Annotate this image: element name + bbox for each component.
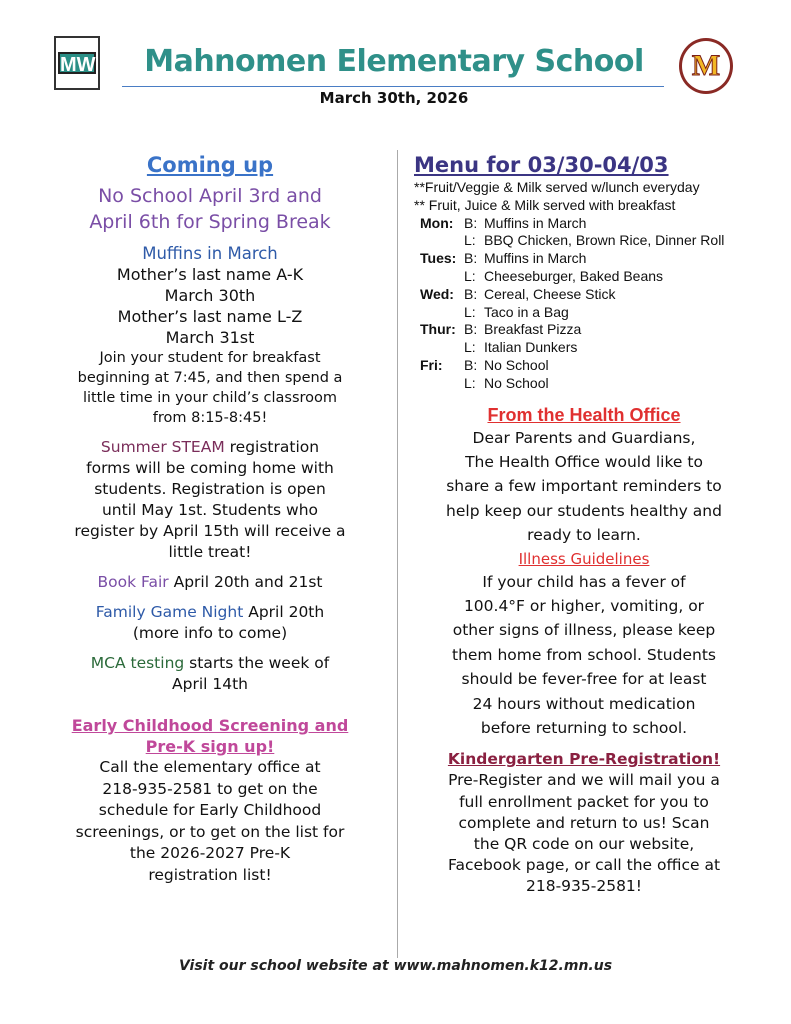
menu-day [420, 304, 464, 322]
menu-row [420, 268, 754, 286]
health-intro [414, 426, 754, 548]
menu-meal: L: [464, 232, 476, 249]
menu-day: Tues: [420, 250, 457, 267]
mca-testing [22, 653, 398, 695]
muffins-line: Mother’s last name A-K [116, 265, 304, 284]
health-line: help keep our students healthy and [446, 501, 722, 520]
book-fair [22, 572, 398, 593]
illness-line: should be fever-free for at least [461, 670, 707, 689]
menu-item: Taco in a Bag [484, 303, 569, 320]
steam-highlight: Summer STEAM [100, 438, 225, 456]
early-line: registration list! [148, 865, 272, 884]
menu-item: Cereal, Cheese Stick [484, 285, 616, 302]
no-school-line: No School April 3rd and [98, 185, 322, 207]
steam-line: register by April 15th will receive a [74, 522, 346, 540]
menu-item: Muffins in March [484, 214, 587, 231]
early-childhood-text [22, 757, 398, 887]
health-line: share a few important reminders to [446, 477, 722, 496]
steam-section [22, 437, 398, 563]
m-logo [679, 38, 733, 94]
menu-item: Cheeseburger, Baked Beans [484, 267, 664, 284]
menu-meal: L: [464, 267, 476, 284]
menu-day: Mon: [420, 214, 454, 231]
game-night-line: (more info to come) [132, 624, 288, 642]
kindergarten-line: Pre-Register and we will mail you a [448, 771, 720, 790]
steam-line: students. Registration is open [94, 480, 326, 498]
illness-line: If your child has a fever of [482, 572, 686, 591]
coming-up-column [22, 153, 398, 887]
kindergarten-line: complete and return to us! Scan [458, 813, 710, 832]
muffins-line: March 31st [165, 328, 255, 347]
illness-guidelines-text [414, 570, 754, 741]
muffins-line: beginning at 7:45, and then spend a [77, 370, 343, 386]
kindergarten-line: 218-935-2581! [525, 877, 642, 896]
no-school-notice [22, 183, 398, 235]
menu-meal: L: [464, 374, 476, 391]
muffins-line: Mother’s last name L-Z [117, 307, 303, 326]
menu-meal: B: [464, 356, 478, 373]
book-fair-highlight: Book Fair [97, 573, 169, 591]
menu-row [420, 321, 754, 339]
coming-up-heading: Coming up [146, 153, 274, 177]
steam-text: registration [224, 438, 320, 456]
menu-note: **Fruit/Veggie & Milk served w/lunch everyday [414, 179, 700, 195]
early-title-line: Pre-K sign up! [145, 737, 275, 756]
m-logo-text: M [691, 49, 721, 82]
menu-meal: L: [464, 339, 476, 356]
menu-row [420, 286, 754, 304]
title-divider [122, 86, 664, 87]
illness-line: them home from school. Students [452, 645, 716, 664]
early-line: 218-935-2581 to get on the [102, 779, 318, 798]
menu-item: Italian Dunkers [484, 339, 578, 356]
kindergarten-line: full enrollment packet for you to [459, 792, 709, 811]
menu-meal: B: [464, 214, 478, 231]
illness-line: before returning to school. [480, 719, 688, 738]
muffins-line: from 8:15-8:45! [152, 410, 268, 426]
muffins-line: March 30th [164, 286, 256, 305]
game-night-text: April 20th [243, 603, 325, 621]
menu-row [420, 339, 754, 357]
early-childhood-heading [22, 715, 398, 757]
menu-row [420, 357, 754, 375]
mca-highlight: MCA testing [90, 654, 185, 672]
menu-day [420, 339, 464, 357]
lunch-menu [414, 179, 754, 393]
menu-meal: B: [464, 250, 478, 267]
website-footer: Visit our school website at www.mahnomen.k12.mn.us [178, 958, 613, 974]
menu-row [420, 375, 754, 393]
mca-line: April 14th [172, 675, 248, 693]
illness-guidelines-heading: Illness Guidelines [518, 549, 650, 568]
menu-meal: B: [464, 321, 478, 338]
kindergarten-heading: Kindergarten Pre-Registration! [447, 750, 721, 769]
early-line: screenings, or to get on the list for [75, 822, 345, 841]
game-night [22, 602, 398, 644]
muffins-heading: Muffins in March [142, 244, 278, 263]
muffins-line: Join your student for breakfast [99, 350, 321, 366]
menu-note: ** Fruit, Juice & Milk served with breakfast [414, 196, 676, 213]
menu-row [420, 304, 754, 322]
early-line: schedule for Early Childhood [98, 801, 322, 820]
no-school-line: April 6th for Spring Break [89, 211, 331, 233]
menu-day [420, 232, 464, 250]
newsletter-date: March 30th, 2026 [319, 89, 469, 107]
menu-item: No School [484, 374, 549, 391]
early-line: Call the elementary office at [99, 758, 321, 776]
mca-text: starts the week of [184, 654, 330, 672]
health-line: ready to learn. [527, 526, 641, 545]
illness-line: 24 hours without medication [472, 694, 696, 713]
health-line: Dear Parents and Guardians, [472, 428, 696, 447]
menu-row [420, 232, 754, 250]
school-title: Mahnomen Elementary School [144, 44, 644, 79]
game-night-highlight: Family Game Night [95, 603, 244, 621]
mw-logo [54, 36, 100, 90]
menu-day: Wed: [420, 285, 454, 302]
menu-item: Breakfast Pizza [484, 321, 582, 338]
menu-day: Thur: [420, 321, 456, 338]
menu-meal: L: [464, 303, 476, 320]
steam-line: forms will be coming home with [86, 459, 334, 477]
steam-line: until May 1st. Students who [101, 501, 319, 519]
mw-logo-text: MW [60, 54, 96, 76]
muffins-line: little time in your child’s classroom [82, 390, 338, 406]
kindergarten-text [414, 770, 754, 897]
early-title-line: Early Childhood Screening and [71, 716, 349, 735]
illness-line: 100.4°F or higher, vomiting, or [463, 597, 705, 615]
menu-heading: Menu for 03/30-04/03 [414, 153, 669, 177]
menu-item: BBQ Chicken, Brown Rice, Dinner Roll [484, 232, 725, 249]
menu-day: Fri: [420, 356, 443, 373]
book-fair-text: April 20th and 21st [168, 573, 323, 591]
menu-day [420, 375, 464, 393]
menu-meal: B: [464, 285, 478, 302]
right-column [414, 153, 754, 898]
menu-row [420, 250, 754, 268]
health-line: The Health Office would like to [465, 452, 703, 471]
muffins-section [22, 243, 398, 428]
illness-line: other signs of illness, please keep [452, 621, 716, 640]
early-line: the 2026-2027 Pre-K [129, 844, 291, 863]
menu-row [420, 215, 754, 233]
menu-item: Muffins in March [484, 250, 587, 267]
health-office-heading: From the Health Office [487, 404, 681, 425]
steam-line: little treat! [168, 543, 252, 561]
kindergarten-line: Facebook page, or call the office at [447, 856, 721, 875]
menu-day [420, 268, 464, 286]
menu-item: No School [484, 356, 549, 373]
kindergarten-line: the QR code on our website, [473, 835, 695, 854]
